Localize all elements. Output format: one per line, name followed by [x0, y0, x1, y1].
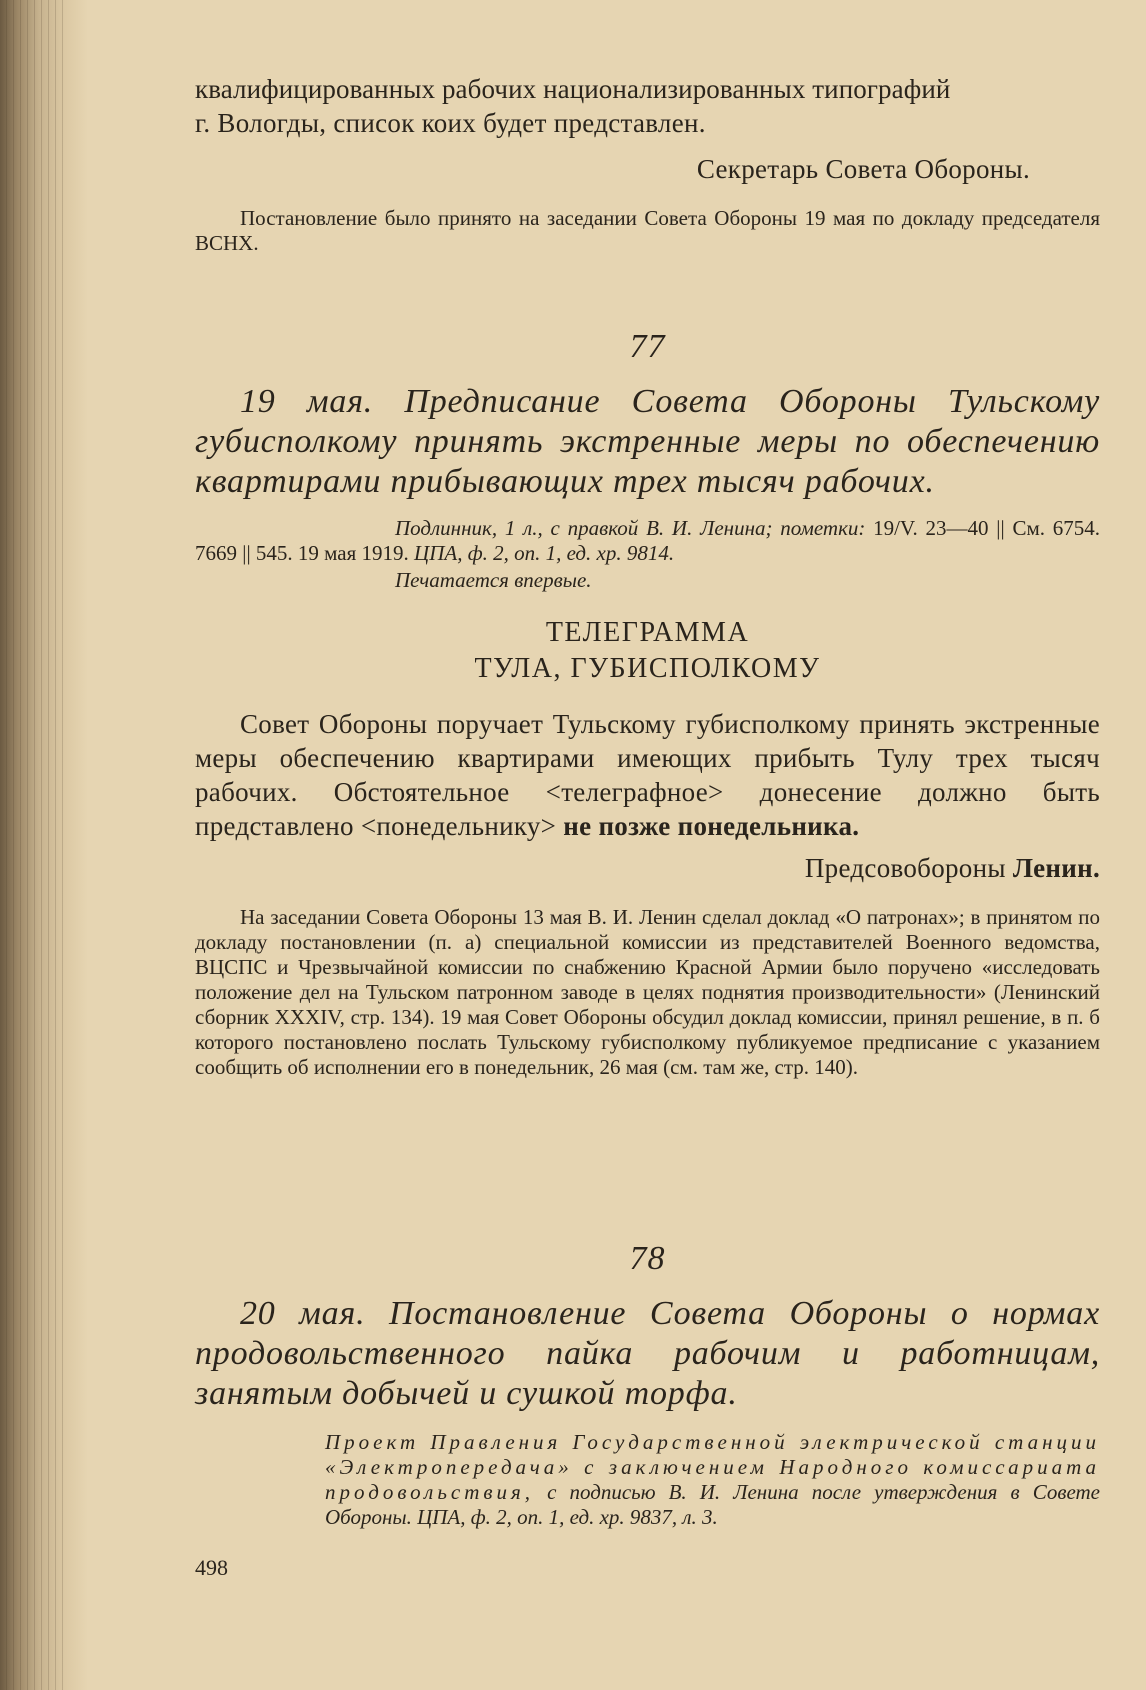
source-block	[195, 516, 1100, 593]
source-part: 19/V. 23—40 || См. 6754. 7669 || 545. 19 мая 1919.	[195, 516, 1101, 565]
source-part: Проект Правления Государственной электрической станции «Электропередача» с заключением Народного комиссариата продовольствия,	[325, 1430, 1100, 1504]
signature-role: Предсовобороны	[804, 853, 1006, 883]
published-first-note: Печатается впервые.	[395, 568, 592, 592]
page-edges	[6, 0, 66, 1690]
source-note	[195, 516, 1100, 566]
page-number: 498	[195, 1555, 228, 1580]
document-77	[195, 328, 1100, 1080]
source-note	[195, 1430, 1100, 1530]
source-part: с подписью В. И. Ленина после утверждения в Совете Обороны. ЦПА, ф. 2, оп. 1, ед. хр. 9837, л. 3.	[325, 1480, 1101, 1529]
secretary-signature: Секретарь Совета Обороны.	[696, 154, 1030, 184]
document-number: 78	[629, 1240, 666, 1277]
telegram-text	[195, 707, 1100, 843]
continuation-line: г. Вологды, список коих будет представлен.	[195, 108, 706, 138]
signature-name: Ленин.	[1012, 853, 1100, 883]
telegram-text-main: Совет Обороны поручает Тульскому губисполкому принять экстренные меры обеспечению квартирами имеющих прибыть Тулу трех тысяч рабочих. Обстоятельное <телеграфное> донесение должно быть представлено <понедельнику>	[195, 709, 1100, 841]
source-part: Подлинник, 1 л., с правкой В. И. Ленина; пометки:	[395, 516, 866, 540]
editorial-note: Постановление было принято на заседании Совета Обороны 19 мая по докладу председателя ВСНХ.	[195, 206, 1100, 255]
document-number: 77	[629, 328, 666, 365]
telegram-address: ТУЛА, ГУБИСПОЛКОМУ	[474, 653, 821, 684]
lenin-signature	[195, 851, 1100, 885]
document-78	[195, 1240, 1100, 1530]
editorial-note: На заседании Совета Обороны 13 мая В. И. Ленин сделал доклад «О патронах»; в принятом по докладу постановлении (п. а) специальной комиссии из представителей Военного ведомства, ВЦСПС и Чрезвычайной комиссии по снабжению Красной Армии было поручено «исследовать положение дел на Тульском патронном заводе в целях поднятия производительности» (Ленинский сборник XXXIV, стр. 134). 19 мая Совет Обороны обсудил доклад комиссии, принял решение, в п. б которого постановлено послать Тульскому губисполкому публикуемое предписание с указанием сообщить об исполнении его в понедельник, 26 мая (см. там же, стр. 140).	[195, 905, 1100, 1079]
top-section	[195, 72, 1100, 256]
document-heading: 20 мая. Постановление Совета Обороны о нормах продовольственного пайка рабочим и работницам, занятым добычей и сушкой торфа.	[195, 1295, 1100, 1412]
source-part: ЦПА, ф. 2, оп. 1, ед. хр. 9814.	[414, 541, 675, 565]
continuation-line: квалифицированных рабочих национализированных типографий	[195, 74, 951, 104]
document-heading: 19 мая. Предписание Совета Обороны Тульскому губисполкому принять экстренные меры по обеспечению квартирами прибывающих трех тысяч рабочих.	[195, 383, 1100, 500]
telegram-text-bold: не позже понедельника.	[563, 811, 860, 841]
telegram-title: ТЕЛЕГРАММА	[545, 617, 750, 648]
